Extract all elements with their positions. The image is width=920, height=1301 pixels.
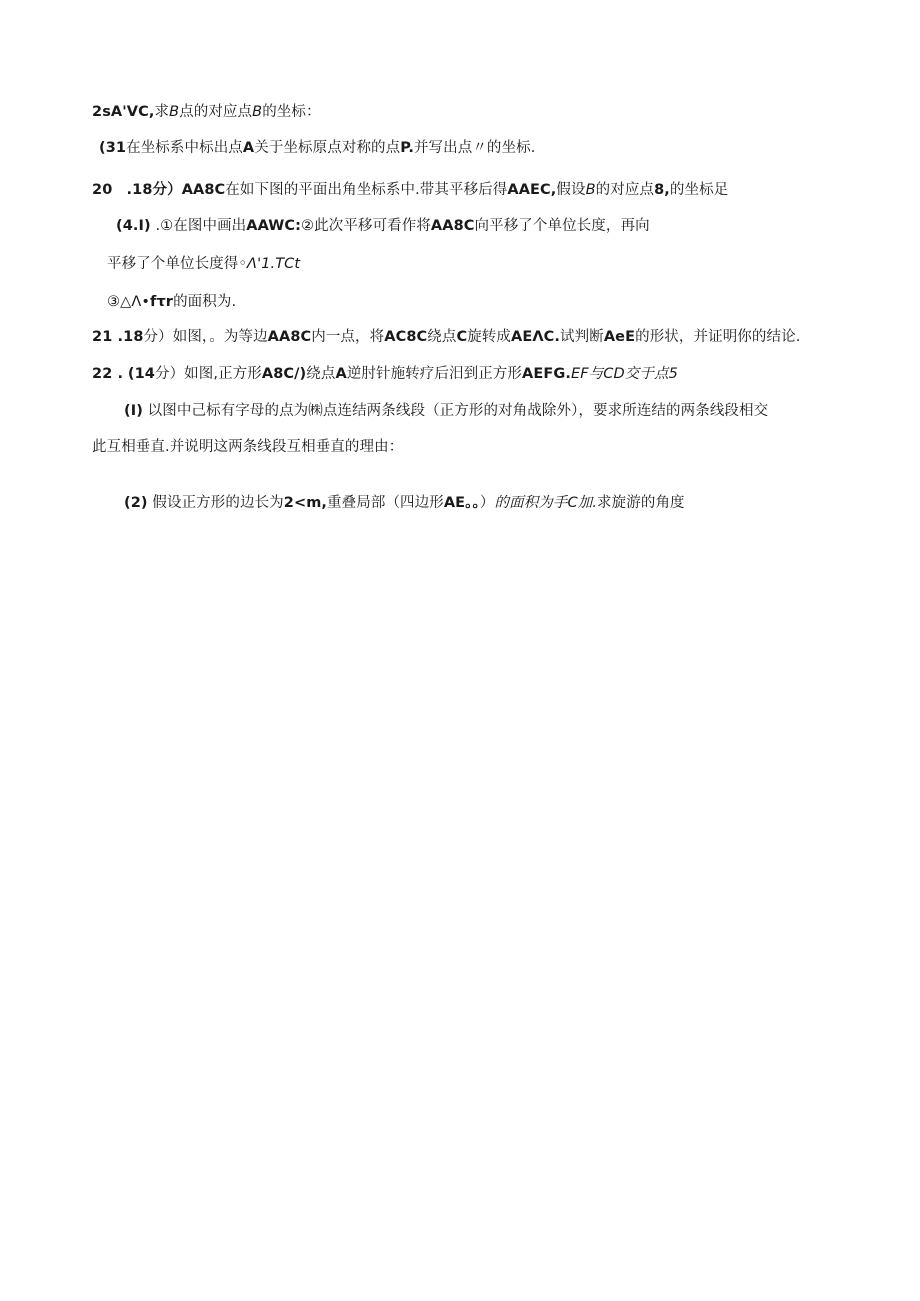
line-part-3 (99, 138, 535, 158)
question-20-sub-2 (107, 254, 300, 274)
text-fragment: 的形状，并证明你的结论. (635, 329, 801, 345)
text-fragment: fτr (150, 294, 174, 310)
text-fragment: AA8C (181, 182, 226, 198)
question-21 (92, 327, 800, 347)
text-fragment: 的面积为. (173, 294, 237, 310)
text-fragment: ） (479, 495, 495, 511)
text-fragment: AEFG. (522, 366, 571, 382)
text-fragment: 绕点 (306, 366, 336, 382)
text-fragment: 2<m, (283, 495, 328, 511)
question-20 (92, 180, 728, 200)
text-fragment: 的坐标足 (669, 182, 729, 198)
text-fragment: 在坐标系中标出点 (126, 140, 243, 156)
text-fragment: 关于坐标原点对称的点 (254, 140, 401, 156)
text-fragment: Λ• (131, 294, 151, 310)
text-fragment: A (242, 140, 255, 156)
text-fragment: AA8C (430, 218, 475, 234)
text-fragment: 假设正方形的边长为 (152, 495, 284, 511)
text-fragment: 绕点 (427, 329, 457, 345)
text-fragment: .18分） (126, 182, 182, 198)
question-22 (92, 364, 678, 384)
text-fragment: B (585, 182, 596, 198)
text-fragment: A (335, 366, 347, 382)
text-fragment: 内一点，将 (311, 329, 385, 345)
text-fragment: 21 .18 (92, 329, 144, 345)
text-fragment: A8C/) (261, 366, 307, 382)
text-fragment: 求 (154, 104, 170, 120)
text-fragment: AA8C (267, 329, 312, 345)
text-fragment: EF (570, 366, 589, 382)
text-fragment: 分）如图,正方形 (154, 366, 262, 382)
text-fragment: 假设 (556, 182, 586, 198)
text-fragment: AAWC: (246, 218, 302, 234)
text-fragment: 与 (588, 366, 604, 382)
text-fragment: 以图中己标有字母的点为㈱点连结两条线段（正方形的对角战除外），要求所连结的两条线段相交 (147, 403, 769, 419)
text-fragment: 求旋游的角度 (597, 495, 685, 511)
question-22-sub-1 (124, 401, 768, 421)
text-fragment: 8, (654, 182, 670, 198)
text-fragment: 此互相垂直.并说明这两条线段互相垂直的理由： (92, 439, 404, 455)
text-fragment: C (567, 495, 578, 511)
text-fragment: (I) (124, 403, 143, 419)
text-fragment: ◦Λ'1.TCt (238, 256, 301, 272)
text-fragment: 重叠局部（四边形 (327, 495, 444, 511)
text-fragment: AeE (603, 329, 636, 345)
text-fragment: (14 (127, 366, 155, 382)
text-fragment: 点的对应点 (179, 104, 253, 120)
text-fragment: AE。。 (443, 495, 480, 511)
text-fragment: ③△ (107, 294, 132, 310)
question-20-sub-3 (107, 292, 236, 312)
text-fragment: 加. (577, 495, 598, 511)
text-fragment: C (456, 329, 468, 345)
text-fragment: 的坐标： (262, 104, 321, 120)
text-fragment: 并写出点〃的坐标. (413, 140, 536, 156)
text-fragment: AAEC, (507, 182, 557, 198)
text-fragment: 的面积为手 (494, 495, 568, 511)
question-number: 20 (92, 182, 113, 198)
text-fragment: AC8C (384, 329, 428, 345)
text-fragment: 向平移了个单位长度，再向 (474, 218, 650, 234)
text-fragment: (2) (124, 495, 148, 511)
text-fragment: 分）如图，。为等边 (143, 329, 268, 345)
question-22-sub-1-cont (92, 437, 403, 457)
text-fragment: 逆肘针施转疗后汨到正方形 (346, 366, 523, 382)
line-find-b-coordinates (92, 102, 321, 122)
text-fragment: 平移了个单位长度得 (107, 256, 239, 272)
text-fragment: B (252, 104, 263, 120)
text-fragment: 试判断 (560, 329, 604, 345)
question-20-sub-1 (116, 216, 650, 236)
text-fragment: 22 . (92, 366, 124, 382)
text-fragment: 的对应点 (595, 182, 655, 198)
text-fragment: CD (603, 366, 625, 382)
text-fragment: ②此次平移可看作将 (301, 218, 431, 234)
text-fragment: (31 (99, 140, 127, 156)
text-fragment: B (169, 104, 180, 120)
text-fragment: 交于点 (624, 366, 669, 382)
text-fragment: 旋转成 (467, 329, 512, 345)
text-fragment: 2sA'VC, (92, 104, 155, 120)
text-fragment: P. (400, 140, 414, 156)
text-fragment: 在如下图的平面出角坐标系中.带其平移后得 (225, 182, 508, 198)
text-fragment: (4.I) (116, 218, 151, 234)
text-fragment: .①在图中画出 (155, 218, 247, 234)
text-fragment: AEΛC. (511, 329, 561, 345)
question-22-sub-2 (124, 493, 685, 513)
text-fragment: 5 (668, 366, 678, 382)
